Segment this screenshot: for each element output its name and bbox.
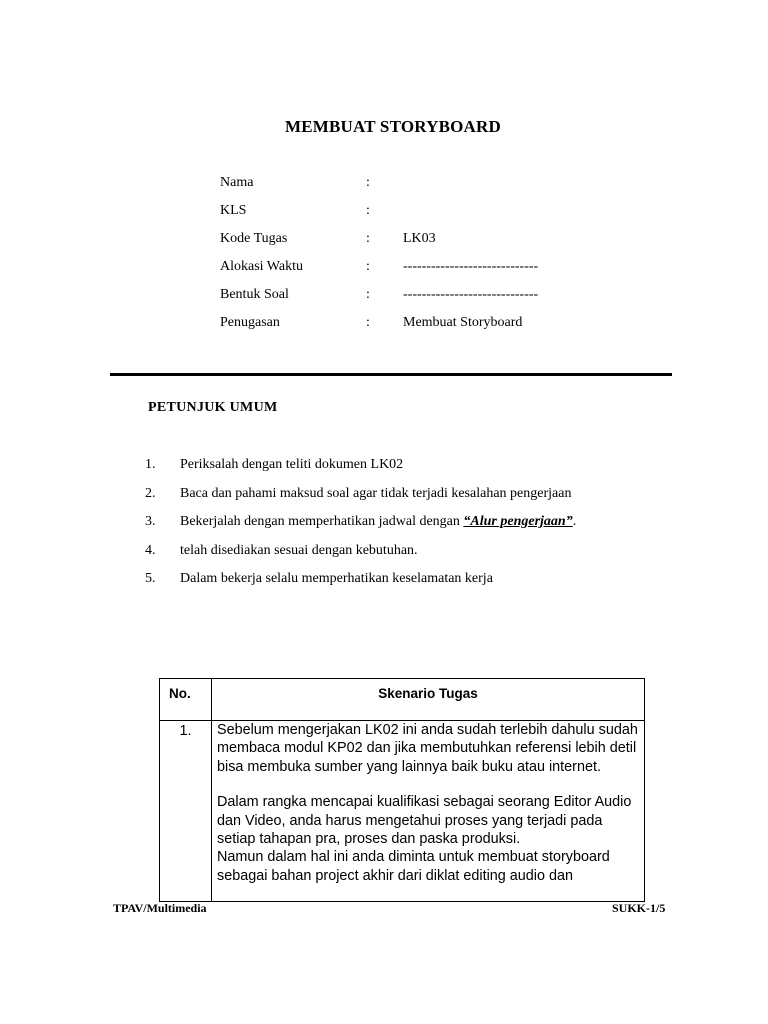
form-colon: : xyxy=(366,231,370,246)
list-text: Periksalah dengan teliti dokumen LK02 xyxy=(180,457,404,472)
form-label: KLS xyxy=(220,203,247,218)
footer-left: TPAV/Multimedia xyxy=(113,901,207,915)
list-number: 2. xyxy=(145,485,156,501)
form-label: Alokasi Waktu xyxy=(220,259,303,274)
scenario-paragraph: Sebelum mengerjakan LK02 ini anda sudah terlebih dahulu sudah membaca modul KP02 dan jika membutuhkan referensi lebih detil bisa membuka sumber yang lainnya baik buku atau internet. xyxy=(217,722,638,775)
table-header-row xyxy=(160,679,645,721)
list-text-after: . xyxy=(572,514,577,529)
form-value: LK03 xyxy=(403,231,436,246)
list-text: Baca dan pahami maksud soal agar tidak terjadi kesalahan pengerjaan xyxy=(180,485,572,501)
identity-form xyxy=(220,175,640,343)
list-number: 4. xyxy=(145,542,156,558)
form-colon: : xyxy=(366,203,370,218)
list-text-before: Bekerjalah dengan memperhatikan jadwal dengan xyxy=(180,514,464,529)
form-colon: : xyxy=(366,175,370,190)
form-row-nama xyxy=(220,175,640,203)
scenario-paragraph: Namun dalam hal ini anda diminta untuk membuat storyboard sebagai bahan project akhir dari diklat editing audio dan xyxy=(217,849,610,884)
form-row-alokasi-waktu xyxy=(220,259,640,287)
footer-page-code: SUKK-1/5 xyxy=(612,901,666,915)
list-item xyxy=(145,486,665,515)
list-text xyxy=(180,514,576,530)
form-value: Membuat Storyboard xyxy=(403,315,523,330)
instruction-list xyxy=(145,457,665,600)
form-row-kls xyxy=(220,203,640,231)
list-text: telah disediakan sesuai dengan kebutuhan. xyxy=(180,542,418,558)
scenario-paragraph: Dalam rangka mencapai kualifikasi sebagai seorang Editor Audio dan Video, anda harus mengetahui proses yang terjadi pada setiap tahapan pra, proses dan paska produksi. xyxy=(217,794,632,848)
form-row-bentuk-soal xyxy=(220,287,640,315)
form-colon: : xyxy=(366,259,370,274)
table-row xyxy=(160,721,645,902)
list-item xyxy=(145,514,665,543)
page-title: MEMBUAT STORYBOARD xyxy=(284,117,501,136)
list-item xyxy=(145,457,665,486)
scenario-table xyxy=(159,678,645,902)
form-label: Bentuk Soal xyxy=(220,287,289,302)
form-colon: : xyxy=(366,287,370,302)
header-no: No. xyxy=(160,679,212,721)
form-value: ----------------------------- xyxy=(403,287,539,302)
list-text: Dalam bekerja selalu memperhatikan keselamatan kerja xyxy=(180,571,493,586)
form-label: Kode Tugas xyxy=(220,231,288,246)
row-number: 1. xyxy=(160,721,212,902)
section-heading: PETUNJUK UMUM xyxy=(148,400,278,415)
form-row-penugasan xyxy=(220,315,640,343)
list-number: 3. xyxy=(145,514,156,529)
form-row-kode-tugas xyxy=(220,231,640,259)
list-number: 5. xyxy=(145,571,156,586)
list-item xyxy=(145,543,665,572)
list-item xyxy=(145,571,665,600)
form-value: ----------------------------- xyxy=(403,259,539,274)
section-divider xyxy=(110,373,672,376)
scenario-cell xyxy=(212,721,645,902)
alur-pengerjaan-emphasis: “Alur pengerjaan” xyxy=(463,514,573,529)
form-colon: : xyxy=(366,315,370,330)
list-number: 1. xyxy=(145,457,156,472)
header-scenario: Skenario Tugas xyxy=(212,679,645,721)
form-label: Nama xyxy=(220,175,254,190)
form-label: Penugasan xyxy=(220,315,280,330)
